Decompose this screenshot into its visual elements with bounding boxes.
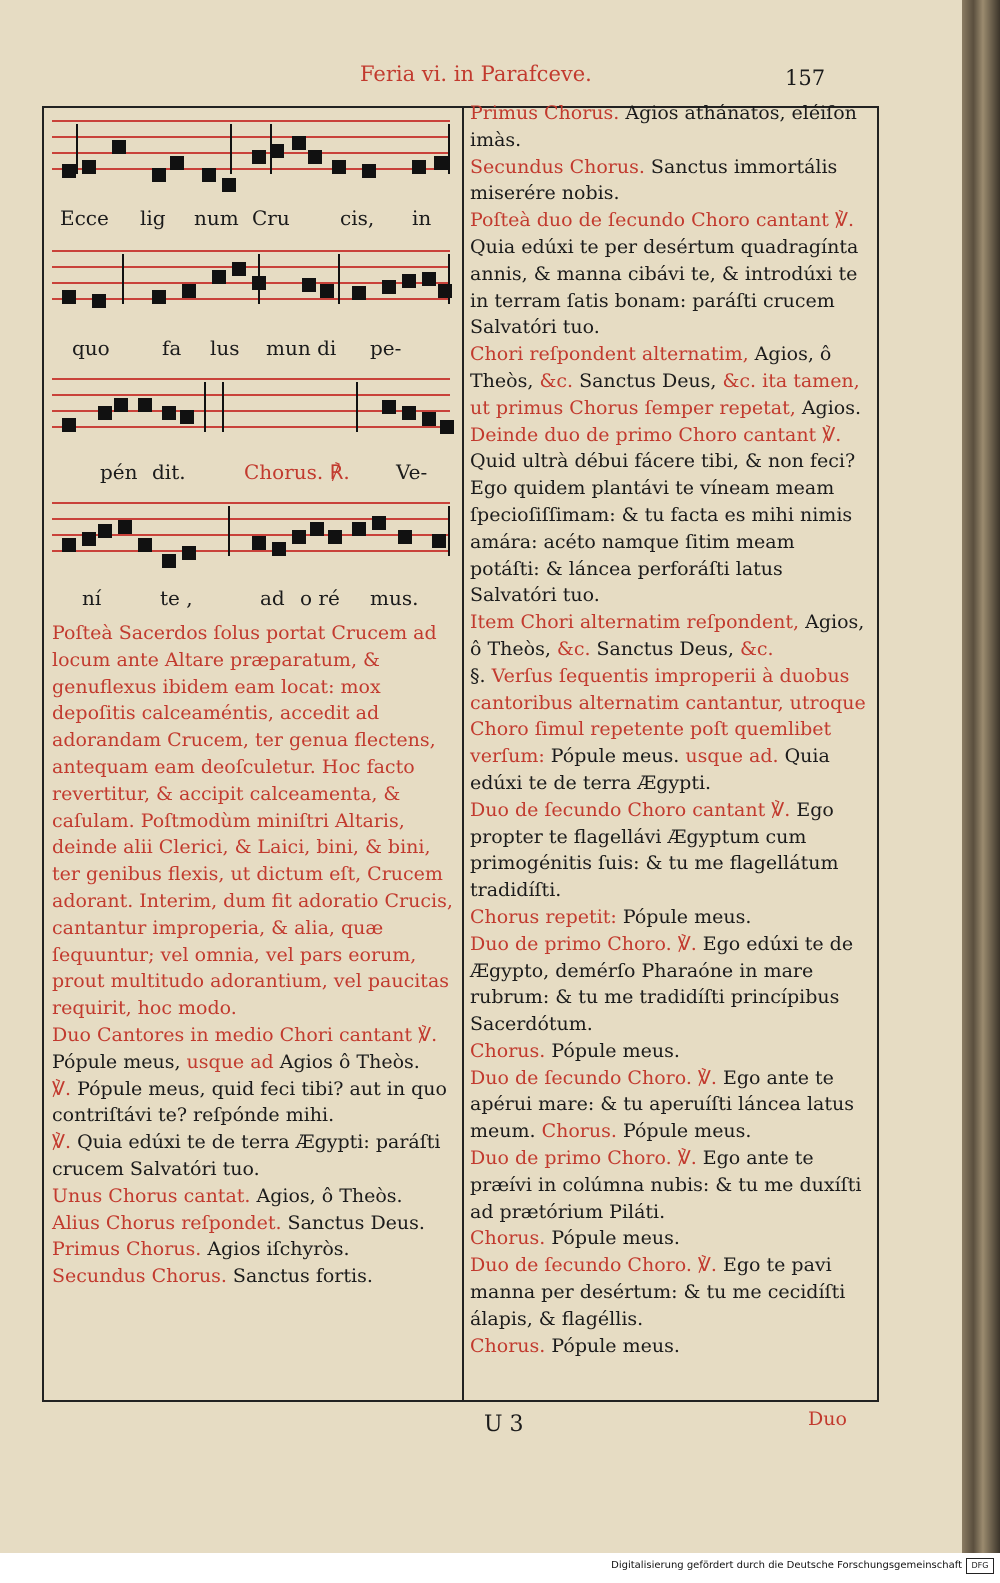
neume-note bbox=[62, 418, 76, 432]
neume-note bbox=[82, 532, 96, 546]
lyric-syllable: lig bbox=[140, 206, 166, 230]
right-column-paragraph bbox=[470, 904, 870, 931]
staff-line bbox=[52, 502, 450, 504]
neume-note bbox=[232, 262, 246, 276]
bar-line bbox=[338, 254, 340, 304]
right-column-paragraph bbox=[470, 422, 870, 610]
neume-note bbox=[372, 516, 386, 530]
neume-note bbox=[162, 406, 176, 420]
rubric-text: Primus Chorus. bbox=[470, 102, 620, 124]
neume-note bbox=[292, 136, 306, 150]
lyric-syllable: lus bbox=[210, 336, 240, 360]
neume-note bbox=[320, 284, 334, 298]
left-column-paragraph bbox=[52, 1210, 454, 1237]
left-column-paragraph bbox=[52, 1236, 454, 1263]
staff-line bbox=[52, 298, 450, 300]
neume-note bbox=[82, 160, 96, 174]
lyric-syllable: mun di bbox=[266, 336, 337, 360]
body-text: Pópule meus, bbox=[52, 1050, 187, 1073]
neume-note bbox=[98, 406, 112, 420]
neume-note bbox=[382, 280, 396, 294]
neume-note bbox=[362, 164, 376, 178]
neume-note bbox=[402, 406, 416, 420]
body-text: Sanctus Deus, bbox=[573, 369, 723, 392]
right-column-paragraph bbox=[470, 1038, 870, 1065]
neume-note bbox=[162, 554, 176, 568]
neume-note bbox=[114, 398, 128, 412]
neume-note bbox=[382, 400, 396, 414]
rubric-text: Verſus ſequentis improperii à duobus cantoribus alternatim cantantur, utroque Choro ſimul repetente poſt quemlibet verſum: bbox=[470, 664, 866, 768]
right-column-paragraph bbox=[470, 154, 870, 208]
body-text: Sanctus fortis. bbox=[226, 1265, 373, 1288]
rubric-text: Chorus. bbox=[541, 1120, 617, 1143]
page-number: 157 bbox=[785, 66, 826, 90]
lyric-syllable: fa bbox=[162, 336, 182, 360]
neume-note bbox=[138, 398, 152, 412]
neume-note bbox=[252, 536, 266, 550]
left-column-paragraph bbox=[52, 1263, 454, 1290]
neume-note bbox=[270, 144, 284, 158]
neume-note bbox=[170, 156, 184, 170]
staff-line bbox=[52, 550, 450, 552]
lyric-syllable: cis, bbox=[340, 206, 375, 230]
rubric-text: Chorus. bbox=[470, 1227, 546, 1250]
bar-line bbox=[448, 254, 450, 304]
body-text: Quia edúxi te de terra Ægypti: paráſti crucem Salvatóri tuo. bbox=[52, 1131, 441, 1180]
body-text: Agios. bbox=[795, 396, 862, 419]
rubric-text: Deinde duo de primo Choro cantant ℣. bbox=[470, 423, 842, 446]
right-column-paragraph bbox=[470, 1065, 870, 1145]
rubric-text: usque ad bbox=[186, 1050, 274, 1073]
staff-line bbox=[52, 426, 450, 428]
bar-line bbox=[222, 382, 224, 432]
body-text: §. bbox=[470, 664, 492, 687]
right-column-paragraph bbox=[470, 797, 870, 904]
rubric-text: Alius Chorus reſpondet. bbox=[52, 1211, 282, 1234]
body-text: Ego ante te apérui mare: & tu aperuíſti láncea latus meum. bbox=[470, 1066, 854, 1143]
lyric-syllable: Ecce bbox=[60, 206, 109, 230]
bar-line bbox=[122, 254, 124, 304]
body-text: Agios, ô Theòs, bbox=[470, 343, 832, 392]
staff-line bbox=[52, 378, 450, 380]
staff-line bbox=[52, 120, 450, 122]
staff-line bbox=[52, 168, 450, 170]
rubric-text: ℣. bbox=[52, 1131, 72, 1154]
lyric-syllable: in bbox=[412, 206, 432, 230]
right-column bbox=[470, 100, 870, 1359]
body-text: Pópule meus. bbox=[545, 1039, 680, 1062]
rubric-text: Poſteà duo de ſecundo Choro cantant ℣. bbox=[470, 209, 854, 232]
staff-line bbox=[52, 136, 450, 138]
neume-note bbox=[92, 294, 106, 308]
lyric-syllable: pe- bbox=[370, 336, 402, 360]
chant-staff bbox=[52, 378, 450, 442]
bar-line bbox=[356, 382, 358, 432]
body-text: Sanctus immortális miserére nobis. bbox=[470, 155, 838, 205]
left-column-paragraph bbox=[52, 1129, 454, 1183]
left-column-paragraph bbox=[52, 1022, 454, 1076]
rubric-text: &c. bbox=[556, 637, 591, 660]
body-text: Quid ultrà débui fácere tibi, & non feci? Ego quidem plantávi te víneam meam ſpecioſiſſimam: & tu facta es mihi nimis amára: acéto namque ſitim meam potáſti: & láncea perforáſti latus Salvatóri tuo. bbox=[470, 450, 856, 607]
neume-note bbox=[222, 178, 236, 192]
neume-note bbox=[180, 410, 194, 424]
rubric-text: &c. ita tamen, ut primus Chorus ſemper repetat, bbox=[470, 369, 860, 419]
right-column-paragraph bbox=[470, 609, 870, 663]
lyric-syllable: te , bbox=[160, 586, 193, 610]
lyric-syllable: ad bbox=[260, 586, 285, 610]
left-column-paragraph bbox=[52, 1076, 454, 1130]
body-text: Agios athánatos, eléiſon imàs. bbox=[470, 102, 857, 151]
body-text: Pópule meus. bbox=[545, 1227, 680, 1250]
rubric-text: Primus Chorus. bbox=[52, 1238, 202, 1261]
lyric-syllable: mus. bbox=[370, 586, 419, 610]
neume-note bbox=[98, 524, 112, 538]
rubric-text: ℣. bbox=[52, 1077, 72, 1100]
right-column-paragraph bbox=[470, 1333, 870, 1360]
body-text: Quia edúxi te de terra Ægypti. bbox=[470, 745, 830, 794]
staff-line bbox=[52, 266, 450, 268]
rubric-text: Chorus repetit: bbox=[470, 905, 617, 928]
page-edge bbox=[962, 0, 1000, 1553]
lyric-syllable: o ré bbox=[300, 586, 340, 610]
neume-note bbox=[308, 150, 322, 164]
bar-line bbox=[228, 506, 230, 556]
neume-note bbox=[302, 278, 316, 292]
chant-staff bbox=[52, 120, 450, 184]
dfg-logo: DFG bbox=[966, 1558, 994, 1574]
signature-mark: U 3 bbox=[484, 1412, 524, 1437]
right-column-paragraph bbox=[470, 100, 870, 154]
bar-line bbox=[448, 506, 450, 556]
scan-banner-text: Digitalisierung gefördert durch die Deutsche Forschungsgemeinschaft bbox=[611, 1560, 962, 1571]
body-text: Sanctus Deus, bbox=[590, 637, 740, 660]
neume-note bbox=[440, 420, 454, 434]
body-text: Pópule meus. bbox=[616, 905, 752, 928]
body-text: Ego propter te flagellávi Ægyptum cum primogénitis ſuis: & tu me flagellátum tradidíſti. bbox=[470, 798, 839, 902]
neume-note bbox=[62, 290, 76, 304]
bar-line bbox=[270, 124, 272, 174]
right-column-paragraph bbox=[470, 1252, 870, 1332]
right-column-paragraph bbox=[470, 931, 870, 1038]
neume-note bbox=[352, 286, 366, 300]
lyric-syllable: Chorus. ℟. bbox=[244, 460, 350, 484]
right-column-paragraph bbox=[470, 341, 870, 421]
rubric-text: Duo de ſecundo Choro. ℣. bbox=[470, 1254, 717, 1277]
neume-note bbox=[328, 530, 342, 544]
body-text: Ego ante te præívi in colúmna nubis: & tu me duxíſti ad prætórium Piláti. bbox=[470, 1147, 862, 1223]
neume-note bbox=[292, 530, 306, 544]
lyric-syllable: pén bbox=[100, 460, 138, 484]
neume-note bbox=[412, 160, 426, 174]
chant-staff bbox=[52, 502, 450, 566]
body-text: Agios, ô Theòs. bbox=[250, 1184, 403, 1207]
bar-line bbox=[230, 124, 232, 174]
body-text: Sanctus Deus. bbox=[281, 1211, 425, 1234]
body-text: Pópule meus. bbox=[544, 745, 686, 768]
lyric-syllable: dit. bbox=[152, 460, 186, 484]
rubric-text: Duo de primo Choro. ℣. bbox=[470, 1147, 697, 1170]
neume-note bbox=[202, 168, 216, 182]
neume-note bbox=[62, 164, 76, 178]
body-text: Pópule meus. bbox=[545, 1334, 680, 1357]
bar-line bbox=[76, 124, 78, 174]
rubric-text: Secundus Chorus. bbox=[52, 1265, 227, 1288]
rubric-text: Unus Chorus cantat. bbox=[52, 1184, 251, 1207]
chant-staff bbox=[52, 250, 450, 314]
rubric-text: Duo Cantores in medio Chori cantant ℣. bbox=[52, 1023, 438, 1046]
neume-note bbox=[112, 140, 126, 154]
neume-note bbox=[422, 412, 436, 426]
right-column-paragraph bbox=[470, 663, 870, 797]
lyric-syllable: num bbox=[194, 206, 239, 230]
rubric-text: Chorus. bbox=[470, 1039, 546, 1062]
lyric-syllable: Ve- bbox=[396, 460, 428, 484]
rubric-text: usque ad. bbox=[685, 745, 779, 768]
body-text: Agios iſchyròs. bbox=[201, 1238, 350, 1261]
neume-note bbox=[152, 168, 166, 182]
lyric-syllable: quo bbox=[72, 336, 110, 360]
body-text: Pópule meus, quid feci tibi? aut in quo contriſtávi te? reſpónde mihi. bbox=[52, 1077, 447, 1127]
staff-line bbox=[52, 518, 450, 520]
right-column-paragraph bbox=[470, 1225, 870, 1252]
lyric-syllable: Cru bbox=[252, 206, 290, 230]
column-divider bbox=[462, 106, 464, 1402]
rubric-text: Item Chori alternatim reſpondent, bbox=[470, 611, 800, 634]
left-column-paragraph bbox=[52, 1183, 454, 1210]
chant-notation bbox=[52, 110, 454, 610]
rubric-text: &c. bbox=[739, 637, 774, 660]
left-column-paragraph bbox=[52, 620, 454, 1022]
neume-note bbox=[272, 542, 286, 556]
rubric-text: Chori reſpondent alternatim, bbox=[470, 343, 749, 366]
body-text: Agios, ô Theòs, bbox=[470, 611, 865, 660]
neume-note bbox=[434, 156, 448, 170]
neume-note bbox=[352, 522, 366, 536]
rubric-text: Chorus. bbox=[470, 1334, 546, 1357]
rubric-text: Secundus Chorus. bbox=[470, 155, 645, 178]
rubric-text: &c. bbox=[539, 369, 574, 392]
neume-note bbox=[310, 522, 324, 536]
rubric-text: Poſteà Sacerdos ſolus portat Crucem ad locum ante Altare præparatum, & genuflexus ibidem eam locat: mox depoſitis calceaméntis, accedit ad adorandam Crucem, ter genua flectens, antequam eam deoſculetur. Hoc facto revertitur, & accipit calceamenta, & caſulam. Poſtmodùm miniſtri Altaris, deinde alii Clerici, & Laici, bini, & bini, ter genibus flexis, ut dictum eſt, Crucem adorant. Interim, dum fit adoratio Crucis, cantantur improperia, & alia, quæ ſequuntur; vel omnia, vel pars eorum, prout multitudo adorantium, vel paucitas requirit, hoc modo. bbox=[52, 622, 453, 1020]
neume-note bbox=[118, 520, 132, 534]
body-text: Ego te pavi manna per desértum: & tu me cecidíſti álapis, & flagéllis. bbox=[470, 1254, 846, 1330]
neume-note bbox=[138, 538, 152, 552]
running-title: Feria vi. in Parafceve. bbox=[360, 62, 592, 86]
neume-note bbox=[398, 530, 412, 544]
neume-note bbox=[402, 274, 416, 288]
bar-line bbox=[204, 382, 206, 432]
body-text: Agios ô Theòs. bbox=[273, 1050, 420, 1073]
neume-note bbox=[182, 546, 196, 560]
rubric-text: Duo de ſecundo Choro cantant ℣. bbox=[470, 798, 791, 821]
neume-note bbox=[212, 270, 226, 284]
neume-note bbox=[62, 538, 76, 552]
body-text: Quia edúxi te per desértum quadragínta annis, & manna cibávi te, & introdúxi te in terram ſatis bonam: paráſti crucem Salvatóri tuo. bbox=[470, 235, 859, 339]
rubric-text: Duo de ſecundo Choro. ℣. bbox=[470, 1066, 717, 1089]
right-column-paragraph bbox=[470, 1145, 870, 1225]
neume-note bbox=[422, 272, 436, 286]
lyric-syllable: ní bbox=[82, 586, 102, 610]
catchword: Duo bbox=[808, 1408, 847, 1430]
left-column bbox=[52, 620, 454, 1290]
body-text: Ego edúxi te de Ægypto, demérſo Pharaóne in mare rubrum: & tu me tradidíſti princípibus Sacerdótum. bbox=[470, 932, 854, 1036]
bar-line bbox=[258, 254, 260, 304]
rubric-text: Duo de primo Choro. ℣. bbox=[470, 932, 697, 955]
bar-line bbox=[448, 124, 450, 174]
neume-note bbox=[152, 290, 166, 304]
neume-note bbox=[332, 160, 346, 174]
neume-note bbox=[432, 534, 446, 548]
staff-line bbox=[52, 250, 450, 252]
neume-note bbox=[182, 284, 196, 298]
neume-note bbox=[252, 150, 266, 164]
body-text: Pópule meus. bbox=[616, 1120, 752, 1143]
right-column-paragraph bbox=[470, 207, 870, 341]
staff-line bbox=[52, 394, 450, 396]
